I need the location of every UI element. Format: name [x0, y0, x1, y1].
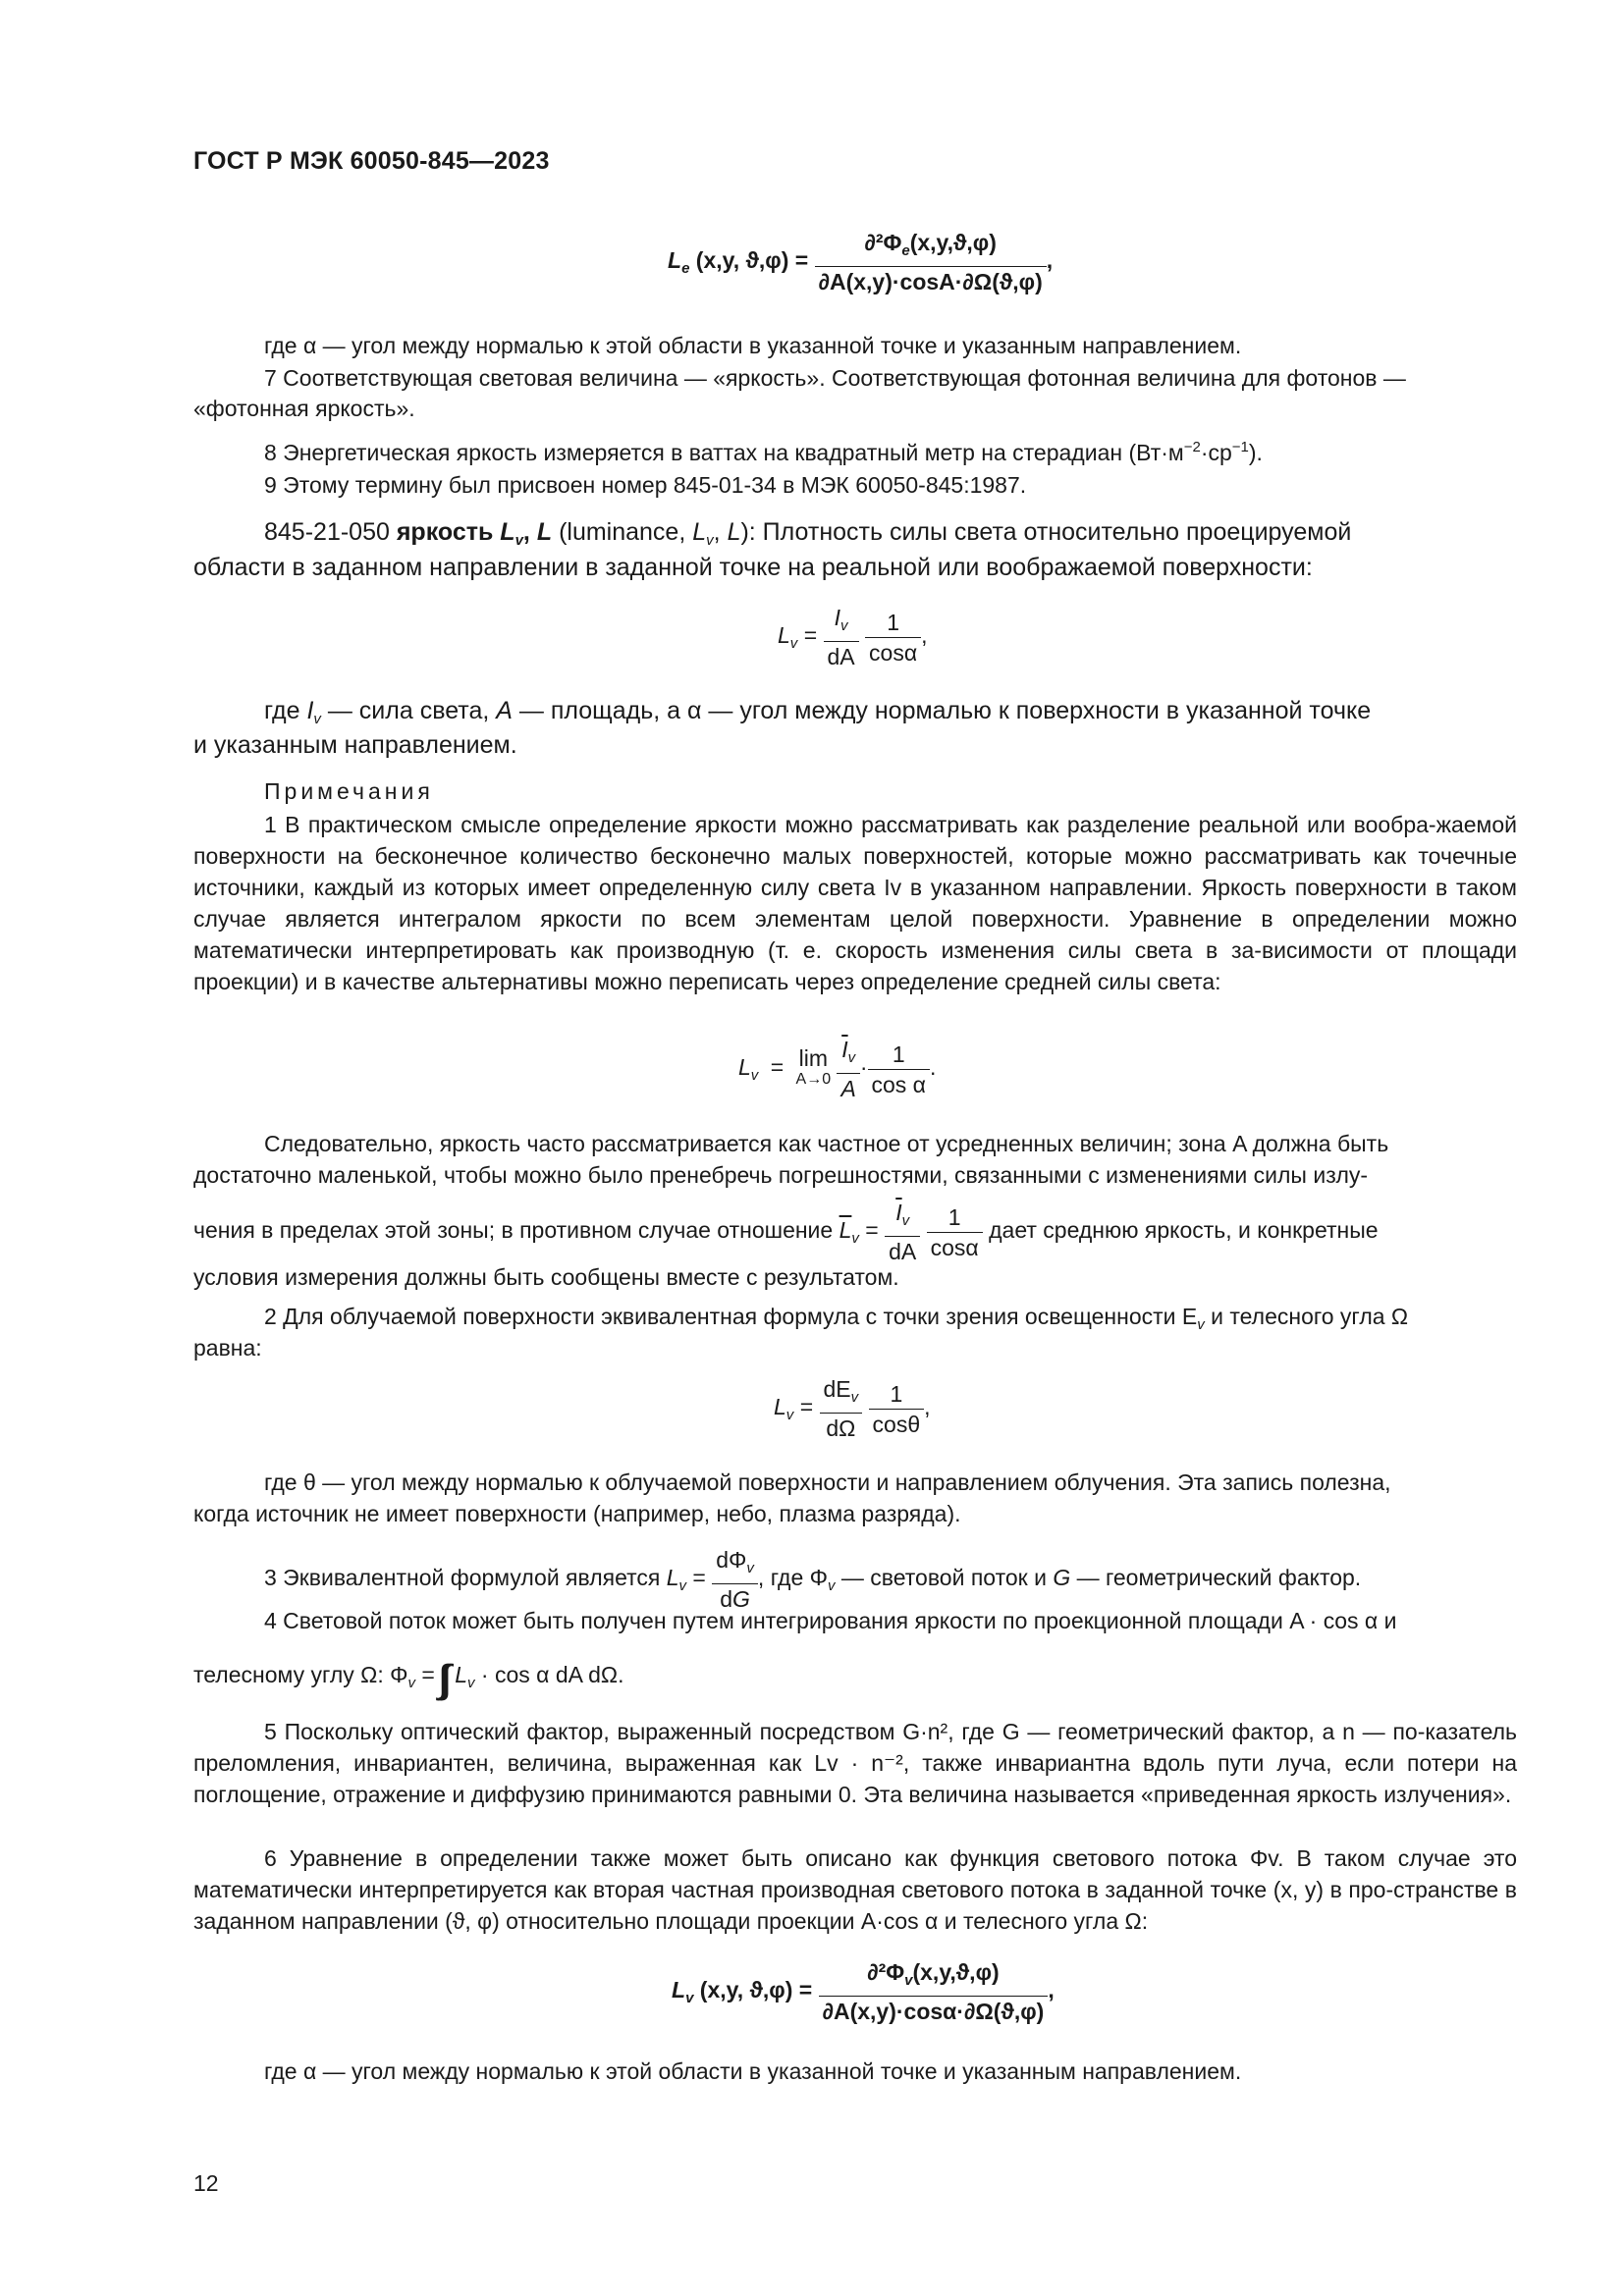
- consequently-line-2: достаточно маленькой, чтобы можно было пренебречь погрешностями, связанными с изменениями силы излу-: [193, 1162, 1369, 1188]
- paragraph-where-alpha: где α — угол между нормалью к этой области в указанной точке и указанным направлением.: [264, 333, 1242, 358]
- note-8: 8 Энергетическая яркость измеряется в ваттах на квадратный метр на стерадиан $(Вт\cdot м^{-2}\cdot ср^{-1})$.: [264, 439, 1263, 465]
- notes-title: Примечания: [264, 778, 434, 804]
- equation-luminance: $L_v$ = $\frac{I_v}{dA}$ $\frac{1}{\cos\alpha}$ ,: [778, 605, 928, 669]
- definition-line-1: 845-21-050 яркость $L_v$, L (luminance, $L_v$, L): Плотность силы света относительно проецируемой: [264, 518, 1352, 549]
- paragraph-where-alpha-bottom: где α — угол между нормалью к этой области в указанной точке и указанным направлением.: [264, 2058, 1242, 2084]
- equation-geometric: $L_v$ = $\frac{d\Phi_v}{dG}$ ,: [666, 1547, 765, 1612]
- where-iv-line-2: и указанным направлением.: [193, 731, 517, 759]
- note-2-where-line-1: где θ — угол между нормалью к облучаемой поверхности и направлением облучения. Эта запись полезна,: [264, 1469, 1391, 1495]
- note-1: 1 В практическом смысле определение яркости можно рассматривать как разделение реальной или вообра-жаемой поверхности на бесконечное количество бесконечно малых поверхностей, которые можно рассматривать как точечные источники, каждый из которых имеет определенную силу света Iv в указанном направлении. Яркость поверхности в таком случае является интегралом яркости по всем элементам целой поверхности. Уравнение в определении можно математически интерпретировать как производную (т. е. скорость изменения силы света в за-висимости от площади проекции) и в качестве альтернативы можно переписать через определение средней силы света:: [193, 812, 1517, 994]
- definition-line-2: области в заданном направлении в заданной точке на реальной или воображаемой поверхности:: [193, 554, 1313, 581]
- equation-illuminance: $L_v$ = $\frac{dE_v}{d\Omega}$ $\frac{1}{\cos\theta}$ ,: [774, 1376, 931, 1441]
- note-2-line-2: равна:: [193, 1335, 262, 1361]
- note-2-line-1: 2 Для облучаемой поверхности эквивалентная формула с точки зрения освещенности $E_v$ и телесного угла Ω: [264, 1304, 1409, 1333]
- consequently-line-3: чения в пределах этой зоны; в противном случае отношение $\overline{L}_v$ = $\frac{\overline{I}_v}{dA}$ $\frac{1}{\cos\alpha}$ дает среднюю яркость, и конкретные: [193, 1200, 1379, 1264]
- note-2-where-line-2: когда источник не имеет поверхности (например, небо, плазма разряда).: [193, 1501, 961, 1526]
- note-4-line-2: телесному углу Ω: $\Phi_v = L_v \cdot \cos \alpha$ dA dΩ.: [193, 1662, 624, 1691]
- document-header: ГОСТ Р МЭК 60050-845—2023: [193, 147, 550, 175]
- where-iv-line-1: где $I_v$ — сила света, A — площадь, а α — угол между нормалью к поверхности в указанной точке: [264, 697, 1372, 727]
- page-number: 12: [193, 2170, 219, 2196]
- consequently-line-1: Следовательно, яркость часто рассматривается как частное от усредненных величин; зона A должна быть: [264, 1131, 1389, 1156]
- term-luminance: яркость: [396, 518, 494, 546]
- note-7-line-2: «фотонная яркость».: [193, 396, 415, 421]
- note-7-line-1: 7 Соответствующая световая величина — «яркость». Соответствующая фотонная величина для фотонов —: [264, 365, 1406, 391]
- equation-luminance-flux: $L_v$ (x,y, ϑ,φ) = $\frac{\partial^2\Phi_v(x,y,ϑ,\varphi)}{\partial A(x,y)\cdot\cos\alpha\cdot\partial\Omega(ϑ,\varphi)}$ ,: [672, 1959, 1055, 2024]
- equation-limit: $L_v = \lim$ A→0 $\frac{\overline{I}_v}{A}$ · $\frac{1}{\text{cos α}}$ .: [738, 1037, 937, 1101]
- equation-radiance: $L_e$ (x,y, ϑ,φ) = $\frac{\partial^2\Phi_e(x,y,ϑ,\varphi)}{\partial A(x,y)\cdot\cos A\cdot\partial\Omega(ϑ,\varphi)}$ ,: [668, 230, 1054, 294]
- note-4-line-1: 4 Световой поток может быть получен путем интегрирования яркости по проекционной площади A · cos α и: [264, 1608, 1397, 1633]
- note-3: 3 Эквивалентной формулой является $L_v$ = $\frac{d\Phi_v}{dG}$ , где $\Phi_v$ — световой поток и G — геометрический фактор.: [264, 1547, 1362, 1612]
- note-6: 6 Уравнение в определении также может быть описано как функция светового потока Φv. В таком случае это математически интерпретируется как вторая частная производная светового потока в заданной точке (x, y) в про-странстве в заданном направлении (ϑ, φ) относительно площади проекции A·cos α и телесного угла Ω:: [193, 1845, 1517, 1934]
- note-9: 9 Этому термину был присвоен номер 845-01-34 в МЭК 60050-845:1987.: [264, 472, 1027, 498]
- consequently-line-4: условия измерения должны быть сообщены вместе с результатом.: [193, 1264, 899, 1290]
- equation-average-luminance: $\overline{L}_v$ = $\frac{\overline{I}_v}{dA}$ $\frac{1}{\cos\alpha}$: [839, 1198, 983, 1266]
- note-5: 5 Поскольку оптический фактор, выраженный посредством G·n², где G — геометрический фактор, а n — по-казатель преломления, инвариантен, величина, выраженная как Lv · n⁻², также инвариантна вдоль пути луча, если потери на поглощение, отражение и диффузию принимаются равными 0. Эта величина называется «приведенная яркость излучения».: [193, 1719, 1517, 1807]
